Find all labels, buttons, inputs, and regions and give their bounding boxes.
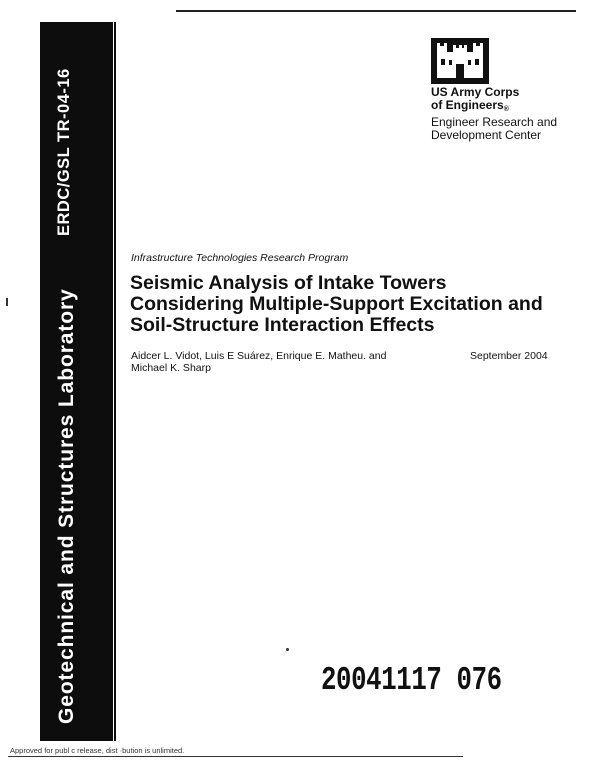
scan-speck [6,298,8,306]
program-name: Infrastructure Technologies Research Program [131,252,349,264]
org-line-4: Development Center [431,128,542,142]
bottom-rule [8,756,463,757]
org-line-3: Engineer Research and [431,115,558,129]
report-number: ERDC/GSL TR-04-16 [55,68,73,236]
organization-block [431,86,557,142]
report-title [130,273,590,336]
authors-line-2: Michael K. Sharp [131,362,211,374]
title-line: Considering Multiple-Support Excitation and [130,293,543,315]
org-line-2: of Engineers$_®$ [431,98,509,113]
report-date: September 2004 [470,350,548,362]
laboratory-name: Geotechnical and Structures Laboratory [55,288,78,724]
scan-speck [286,648,289,651]
authors [131,350,431,374]
registered-mark: ® [503,106,509,113]
top-rule [176,10,576,12]
release-statement: Approved for publ c release, dist ·bution is unlimited. [10,746,185,755]
authors-line-1: Aidcer L. Vidot, Luis E Suárez, Enrique E. Matheu. and [131,350,387,362]
castle-icon [431,38,489,84]
stamped-number: 20041117 076 [321,662,502,699]
org-line-1: US Army Corps [431,85,520,99]
title-line: Seismic Analysis of Intake Towers [130,272,447,294]
side-band-edge [114,22,116,741]
title-line: Soil-Structure Interaction Effects [130,314,435,336]
